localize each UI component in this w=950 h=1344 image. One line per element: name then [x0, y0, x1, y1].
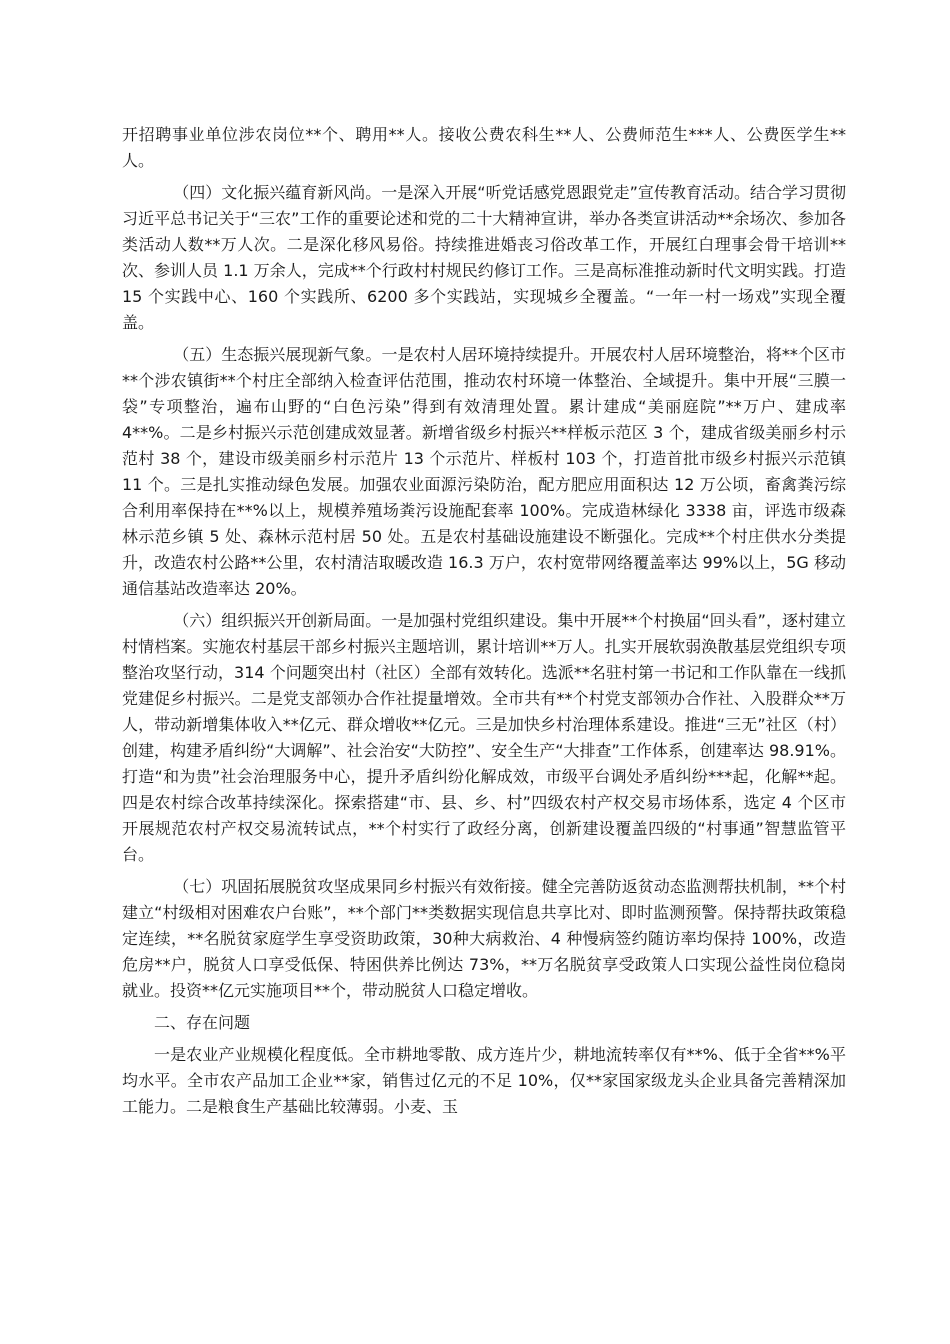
paragraph-organization-revival: （六）组织振兴开创新局面。一是加强村党组织建设。集中开展**个村换届“回头看”，逐村建立村情档案。实施农村基层干部乡村振兴主题培训，累计培训**万人。扎实开展软弱涣散基层党组织专项整治攻坚行动，314 个问题突出村（社区）全部有效转化。选派**名驻村第一书记和工作队靠在一线抓党建促乡村振兴。二是党支部领办合作社提量增效。全市共有**个村党支部领办合作社、入股群众**万人，带动新增集体收入**亿元、群众增收**亿元。三是加快乡村治理体系建设。推进“三无”社区（村）创建，构建矛盾纠纷“大调解”、社会治安“大防控”、安全生产“大排查”工作体系，创建率达 98.91%。打造“和为贵”社会治理服务中心，提升矛盾纠纷化解成效，市级平台调处矛盾纠纷***起，化解**起。四是农村综合改革持续深化。探索搭建“市、县、乡、村”四级农村产权交易市场体系，选定 4 个区市开展规范农村产权交易流转试点，**个村实行了政经分离，创新建设覆盖四级的“村事通”智慧监管平台。: [122, 611, 846, 864]
paragraph-culture-revival: （四）文化振兴蕴育新风尚。一是深入开展“听党话感党恩跟党走”宣传教育活动。结合学习贯彻习近平总书记关于“三农”工作的重要论述和党的二十大精神宣讲，举办各类宣讲活动**余场次、参加各类活动人数**万人次。二是深化移风易俗。持续推进婚丧习俗改革工作，开展红白理事会骨干培训**次、参训人员 1.1 万余人，完成**个行政村村规民约修订工作。三是高标准推动新时代文明实践。打造 15 个实践中心、160 个实践所、6200 多个实践站，实现城乡全覆盖。“一年一村一场戏”实现全覆盖。: [122, 183, 846, 332]
section-heading-problems: 二、存在问题: [154, 1013, 251, 1032]
document-page: [122, 122, 846, 1126]
paragraph-problems: 一是农业产业规模化程度低。全市耕地零散、成方连片少，耕地流转率仅有**%、低于全省**%平均水平。全市农产品加工企业**家，销售过亿元的不足 10%，仅**家国家级龙头企业具备完善精深加工能力。二是粮食生产基础比较薄弱。小麦、玉: [122, 1045, 846, 1116]
paragraph-continuation: 开招聘事业单位涉农岗位**个、聘用**人。接收公费农科生**人、公费师范生***人、公费医学生**人。: [122, 125, 846, 170]
paragraph-ecology-revival: （五）生态振兴展现新气象。一是农村人居环境持续提升。开展农村人居环境整治，将**个区市**个涉农镇街**个村庄全部纳入检查评估范围，推动农村环境一体整治、全域提升。集中开展“三膜一袋”专项整治，遍布山野的“白色污染”得到有效清理处置。累计建成“美丽庭院”**万户、建成率 4**%。二是乡村振兴示范创建成效显著。新增省级乡村振兴**样板示范区 3 个，建成省级美丽乡村示范村 38 个，建设市级美丽乡村示范片 13 个示范片、样板村 103 个，打造首批市级乡村振兴示范镇 11 个。三是扎实推动绿色发展。加强农业面源污染防治，配方肥应用面积达 12 万公顷，畜禽粪污综合利用率保持在**%以上，规模养殖场粪污设施配套率 100%。完成造林绿化 3338 亩，评选市级森林示范乡镇 5 处、森林示范村居 50 处。五是农村基础设施建设不断强化。完成**个村庄供水分类提升，改造农村公路**公里，农村清洁取暖改造 16.3 万户，农村宽带网络覆盖率达 99%以上，5G 移动通信基站改造率达 20%。: [122, 345, 846, 598]
paragraph-poverty-consolidation: （七）巩固拓展脱贫攻坚成果同乡村振兴有效衔接。健全完善防返贫动态监测帮扶机制，**个村建立“村级相对困难农户台账”，**个部门**类数据实现信息共享比对、即时监测预警。保持帮扶政策稳定连续，**名脱贫家庭学生享受资助政策，30种大病救治、4 种慢病签约随访率均保持 100%，改造危房**户，脱贫人口享受低保、特困供养比例达 73%，**万名脱贫享受政策人口实现公益性岗位稳岗就业。投资**亿元实施项目**个，带动脱贫人口稳定增收。: [122, 877, 846, 1000]
